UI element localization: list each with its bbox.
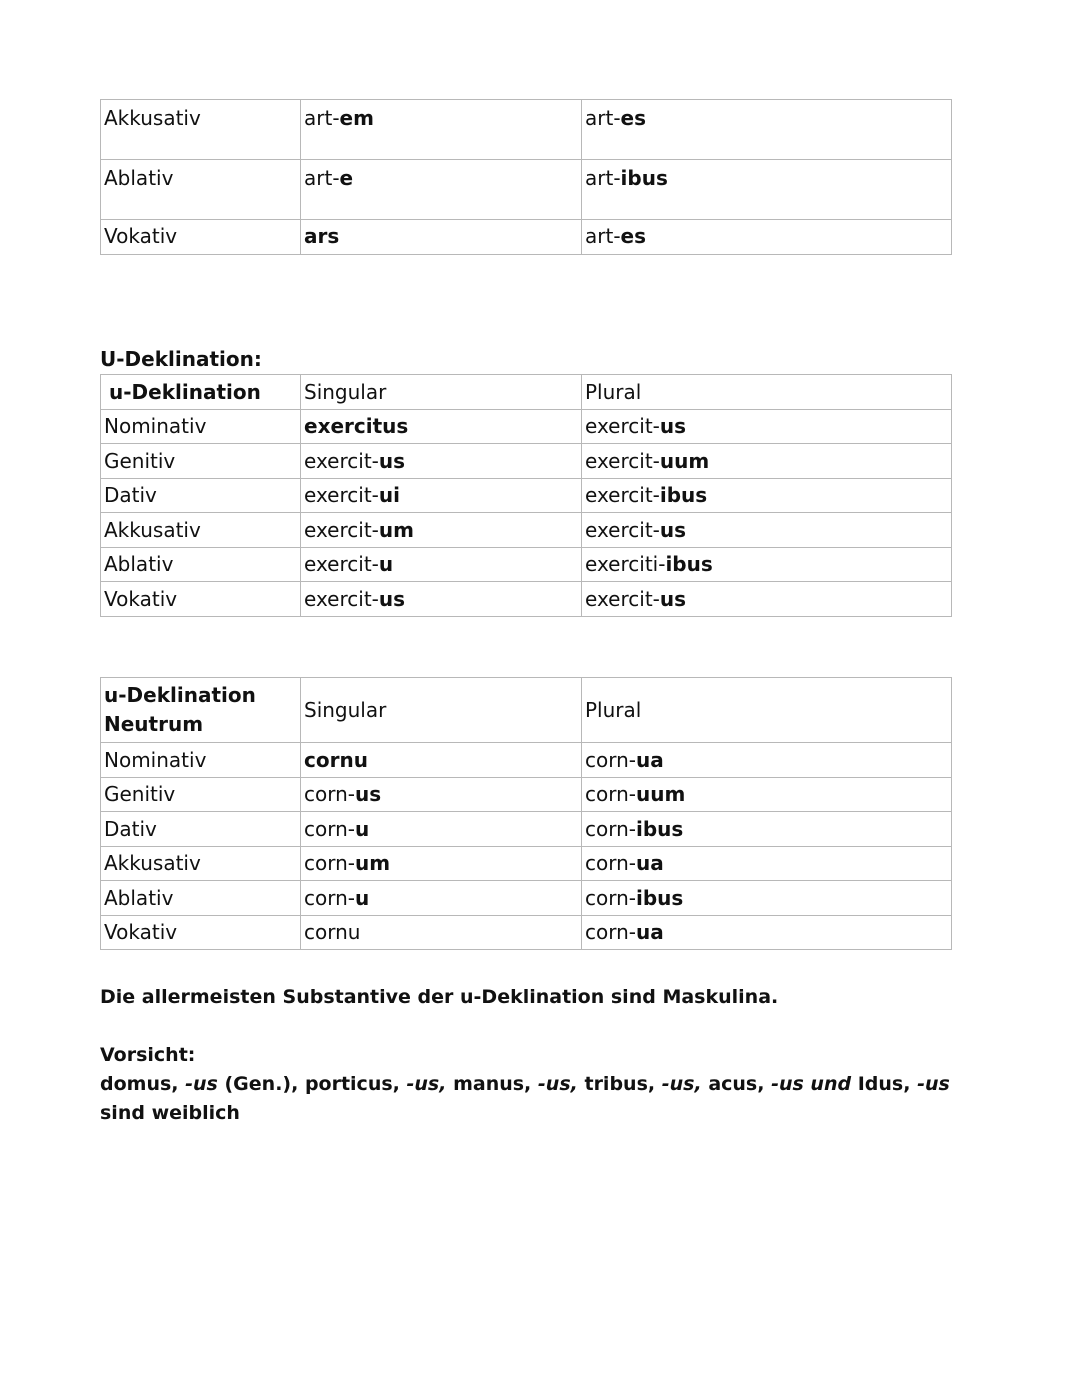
singular-cell: art-e (301, 160, 582, 220)
table-row (101, 812, 952, 847)
case-cell: Genitiv (101, 777, 301, 812)
case-cell: Dativ (101, 478, 301, 513)
feminine-exceptions: domus, -us (Gen.), porticus, -us, manus, -us, tribus, -us, acus, -us und Idus, -us (100, 1073, 950, 1095)
vorsicht-title: Vorsicht: (100, 1044, 196, 1066)
table-row (101, 100, 952, 160)
case-cell: Ablativ (101, 547, 301, 582)
singular-cell: corn-u (301, 812, 582, 847)
plural-cell: corn-ua (582, 743, 952, 778)
third-declension-table (100, 99, 952, 255)
plural-cell: exercit-us (582, 409, 952, 444)
case-cell: Akkusativ (101, 846, 301, 881)
plural-cell: corn-ibus (582, 881, 952, 916)
plural-cell: corn-ua (582, 846, 952, 881)
table-row (101, 409, 952, 444)
singular-cell: ars (301, 220, 582, 255)
table-label: u-Deklination (101, 375, 301, 410)
table-row (101, 444, 952, 479)
singular-cell: exercit-us (301, 444, 582, 479)
plural-cell: exercit-uum (582, 444, 952, 479)
table-row (101, 743, 952, 778)
table-row (101, 513, 952, 548)
case-cell: Ablativ (101, 881, 301, 916)
case-cell: Akkusativ (101, 513, 301, 548)
plural-cell: art-es (582, 220, 952, 255)
case-cell: Akkusativ (101, 100, 301, 160)
case-cell: Ablativ (101, 160, 301, 220)
u-declension-table (100, 374, 952, 617)
table-row (101, 846, 952, 881)
singular-cell: exercit-us (301, 582, 582, 617)
case-cell: Vokativ (101, 582, 301, 617)
singular-cell: exercitus (301, 409, 582, 444)
u-declension-heading: U-Deklination: (100, 347, 262, 371)
plural-header: Plural (582, 375, 952, 410)
case-cell: Nominativ (101, 409, 301, 444)
u-declension-neutrum-table (100, 677, 952, 950)
plural-cell: art-ibus (582, 160, 952, 220)
singular-cell: exercit-u (301, 547, 582, 582)
table-label: u-Deklination Neutrum (101, 678, 301, 743)
table-row (101, 220, 952, 255)
plural-cell: exercit-ibus (582, 478, 952, 513)
singular-cell: exercit-ui (301, 478, 582, 513)
singular-cell: art-em (301, 100, 582, 160)
plural-cell: art-es (582, 100, 952, 160)
singular-header: Singular (301, 678, 582, 743)
table-row (101, 777, 952, 812)
case-cell: Dativ (101, 812, 301, 847)
singular-cell: cornu (301, 915, 582, 950)
masculine-note: Die allermeisten Substantive der u-Deklination sind Maskulina. (100, 986, 779, 1008)
plural-cell: exercit-us (582, 582, 952, 617)
plural-header: Plural (582, 678, 952, 743)
singular-cell: exercit-um (301, 513, 582, 548)
case-cell: Vokativ (101, 915, 301, 950)
singular-header: Singular (301, 375, 582, 410)
singular-cell: corn-us (301, 777, 582, 812)
case-cell: Genitiv (101, 444, 301, 479)
singular-cell: corn-um (301, 846, 582, 881)
plural-cell: corn-ua (582, 915, 952, 950)
plural-cell: exerciti-ibus (582, 547, 952, 582)
feminine-note-tail: sind weiblich (100, 1102, 240, 1124)
plural-cell: corn-ibus (582, 812, 952, 847)
table-header-row (101, 375, 952, 410)
plural-cell: corn-uum (582, 777, 952, 812)
vorsicht-note (100, 1041, 980, 1128)
table-header-row (101, 678, 952, 743)
table-row (101, 582, 952, 617)
table-row (101, 160, 952, 220)
case-cell: Nominativ (101, 743, 301, 778)
singular-cell: cornu (301, 743, 582, 778)
singular-cell: corn-u (301, 881, 582, 916)
table-row (101, 881, 952, 916)
table-row (101, 478, 952, 513)
plural-cell: exercit-us (582, 513, 952, 548)
case-cell: Vokativ (101, 220, 301, 255)
table-row (101, 915, 952, 950)
table-row (101, 547, 952, 582)
